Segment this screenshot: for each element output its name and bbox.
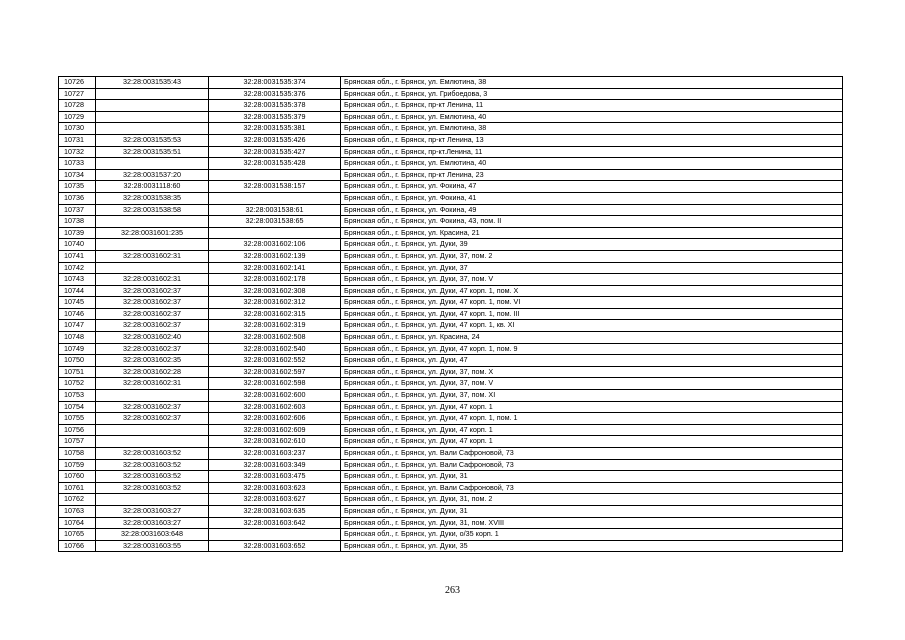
- land-cadastral-number-cell: 32:28:0031602:31: [96, 378, 209, 390]
- building-cadastral-number-cell: 32:28:0031603:652: [209, 540, 341, 552]
- address-cell: Брянская обл., г. Брянск, ул. Фокина, 49: [341, 204, 843, 216]
- building-cadastral-number-cell: [209, 192, 341, 204]
- land-cadastral-number-cell: 32:28:0031601:235: [96, 227, 209, 239]
- table-row: [59, 216, 843, 228]
- building-cadastral-number-cell: 32:28:0031602:139: [209, 250, 341, 262]
- building-cadastral-number-cell: 32:28:0031602:540: [209, 343, 341, 355]
- row-number-cell: 10732: [59, 146, 96, 158]
- land-cadastral-number-cell: 32:28:0031537:20: [96, 169, 209, 181]
- table-row: [59, 482, 843, 494]
- row-number-cell: 10739: [59, 227, 96, 239]
- land-cadastral-number-cell: 32:28:0031603:52: [96, 448, 209, 460]
- building-cadastral-number-cell: 32:28:0031535:426: [209, 134, 341, 146]
- table-row: [59, 436, 843, 448]
- table-row: [59, 100, 843, 112]
- building-cadastral-number-cell: 32:28:0031603:349: [209, 459, 341, 471]
- row-number-cell: 10735: [59, 181, 96, 193]
- address-cell: Брянская обл., г. Брянск, ул. Емлютина, 40: [341, 111, 843, 123]
- row-number-cell: 10743: [59, 274, 96, 286]
- table-row: [59, 320, 843, 332]
- land-cadastral-number-cell: [96, 390, 209, 402]
- building-cadastral-number-cell: 32:28:0031602:598: [209, 378, 341, 390]
- table-row: [59, 262, 843, 274]
- table-row: [59, 401, 843, 413]
- row-number-cell: 10727: [59, 88, 96, 100]
- building-cadastral-number-cell: 32:28:0031602:603: [209, 401, 341, 413]
- building-cadastral-number-cell: 32:28:0031602:609: [209, 424, 341, 436]
- building-cadastral-number-cell: 32:28:0031535:427: [209, 146, 341, 158]
- table-row: [59, 169, 843, 181]
- row-number-cell: 10763: [59, 505, 96, 517]
- land-cadastral-number-cell: 32:28:0031603:648: [96, 529, 209, 541]
- land-cadastral-number-cell: 32:28:0031602:31: [96, 250, 209, 262]
- address-cell: Брянская обл., г. Брянск, ул. Дуки, 47 корп. 1: [341, 424, 843, 436]
- row-number-cell: 10754: [59, 401, 96, 413]
- building-cadastral-number-cell: 32:28:0031602:308: [209, 285, 341, 297]
- building-cadastral-number-cell: 32:28:0031535:374: [209, 77, 341, 89]
- row-number-cell: 10750: [59, 355, 96, 367]
- row-number-cell: 10738: [59, 216, 96, 228]
- address-cell: Брянская обл., г. Брянск, ул. Дуки, 47 корп. 1, пом. VI: [341, 297, 843, 309]
- address-cell: Брянская обл., г. Брянск, ул. Вали Сафроновой, 73: [341, 482, 843, 494]
- table-row: [59, 134, 843, 146]
- table-row: [59, 332, 843, 344]
- land-cadastral-number-cell: 32:28:0031602:37: [96, 285, 209, 297]
- row-number-cell: 10731: [59, 134, 96, 146]
- land-cadastral-number-cell: 32:28:0031603:27: [96, 517, 209, 529]
- building-cadastral-number-cell: 32:28:0031602:552: [209, 355, 341, 367]
- row-number-cell: 10762: [59, 494, 96, 506]
- building-cadastral-number-cell: 32:28:0031602:606: [209, 413, 341, 425]
- row-number-cell: 10756: [59, 424, 96, 436]
- building-cadastral-number-cell: 32:28:0031535:381: [209, 123, 341, 135]
- land-cadastral-number-cell: 32:28:0031602:37: [96, 308, 209, 320]
- table-row: [59, 505, 843, 517]
- table-row: [59, 378, 843, 390]
- land-cadastral-number-cell: [96, 88, 209, 100]
- row-number-cell: 10757: [59, 436, 96, 448]
- land-cadastral-number-cell: [96, 494, 209, 506]
- land-cadastral-number-cell: 32:28:0031602:31: [96, 274, 209, 286]
- table-row: [59, 285, 843, 297]
- building-cadastral-number-cell: 32:28:0031603:475: [209, 471, 341, 483]
- address-cell: Брянская обл., г. Брянск, ул. Дуки, 37: [341, 262, 843, 274]
- row-number-cell: 10728: [59, 100, 96, 112]
- row-number-cell: 10759: [59, 459, 96, 471]
- row-number-cell: 10753: [59, 390, 96, 402]
- building-cadastral-number-cell: 32:28:0031535:376: [209, 88, 341, 100]
- address-cell: Брянская обл., г. Брянск, ул. Дуки, 47 корп. 1, пом. 9: [341, 343, 843, 355]
- table-row: [59, 250, 843, 262]
- address-cell: Брянская обл., г. Брянск, ул. Емлютина, 40: [341, 158, 843, 170]
- address-cell: Брянская обл., г. Брянск, ул. Дуки, о/35 корп. 1: [341, 529, 843, 541]
- table-row: [59, 413, 843, 425]
- building-cadastral-number-cell: 32:28:0031538:157: [209, 181, 341, 193]
- table-row: [59, 424, 843, 436]
- land-cadastral-number-cell: 32:28:0031602:37: [96, 343, 209, 355]
- building-cadastral-number-cell: 32:28:0031602:319: [209, 320, 341, 332]
- land-cadastral-number-cell: 32:28:0031603:27: [96, 505, 209, 517]
- land-cadastral-number-cell: 32:28:0031602:37: [96, 320, 209, 332]
- address-cell: Брянская обл., г. Брянск, ул. Фокина, 47: [341, 181, 843, 193]
- table-row: [59, 390, 843, 402]
- row-number-cell: 10736: [59, 192, 96, 204]
- address-cell: Брянская обл., г. Брянск, ул. Дуки, 31, пом. XVIII: [341, 517, 843, 529]
- row-number-cell: 10733: [59, 158, 96, 170]
- address-cell: Брянская обл., г. Брянск, ул. Дуки, 47 корп. 1, кв. XI: [341, 320, 843, 332]
- address-cell: Брянская обл., г. Брянск, ул. Дуки, 35: [341, 540, 843, 552]
- building-cadastral-number-cell: 32:28:0031535:428: [209, 158, 341, 170]
- table-row: [59, 343, 843, 355]
- land-cadastral-number-cell: 32:28:0031602:40: [96, 332, 209, 344]
- land-cadastral-number-cell: 32:28:0031602:37: [96, 297, 209, 309]
- address-cell: Брянская обл., г. Брянск, ул. Дуки, 47 корп. 1: [341, 436, 843, 448]
- building-cadastral-number-cell: 32:28:0031602:106: [209, 239, 341, 251]
- building-cadastral-number-cell: [209, 169, 341, 181]
- building-cadastral-number-cell: [209, 227, 341, 239]
- row-number-cell: 10755: [59, 413, 96, 425]
- address-cell: Брянская обл., г. Брянск, пр-кт.Ленина, 11: [341, 146, 843, 158]
- table-row: [59, 239, 843, 251]
- land-cadastral-number-cell: [96, 216, 209, 228]
- row-number-cell: 10740: [59, 239, 96, 251]
- row-number-cell: 10741: [59, 250, 96, 262]
- table-row: [59, 227, 843, 239]
- table-row: [59, 494, 843, 506]
- building-cadastral-number-cell: 32:28:0031602:315: [209, 308, 341, 320]
- building-cadastral-number-cell: 32:28:0031535:378: [209, 100, 341, 112]
- address-cell: Брянская обл., г. Брянск, ул. Дуки, 37, пом. V: [341, 378, 843, 390]
- address-cell: Брянская обл., г. Брянск, ул. Емлютина, 38: [341, 123, 843, 135]
- row-number-cell: 10752: [59, 378, 96, 390]
- page-number: 263: [445, 585, 460, 596]
- address-cell: Брянская обл., г. Брянск, ул. Дуки, 37, пом. 2: [341, 250, 843, 262]
- land-cadastral-number-cell: 32:28:0031602:37: [96, 413, 209, 425]
- land-cadastral-number-cell: [96, 436, 209, 448]
- building-cadastral-number-cell: 32:28:0031602:508: [209, 332, 341, 344]
- table-row: [59, 297, 843, 309]
- land-cadastral-number-cell: [96, 100, 209, 112]
- address-cell: Брянская обл., г. Брянск, пр-кт Ленина, 23: [341, 169, 843, 181]
- land-cadastral-number-cell: 32:28:0031535:43: [96, 77, 209, 89]
- land-cadastral-number-cell: 32:28:0031602:35: [96, 355, 209, 367]
- table-row: [59, 355, 843, 367]
- table-row: [59, 158, 843, 170]
- row-number-cell: 10747: [59, 320, 96, 332]
- address-cell: Брянская обл., г. Брянск, ул. Дуки, 47 корп. 1, пом. X: [341, 285, 843, 297]
- table-row: [59, 123, 843, 135]
- row-number-cell: 10761: [59, 482, 96, 494]
- land-cadastral-number-cell: [96, 111, 209, 123]
- row-number-cell: 10734: [59, 169, 96, 181]
- table-row: [59, 529, 843, 541]
- land-cadastral-number-cell: 32:28:0031118:60: [96, 181, 209, 193]
- address-cell: Брянская обл., г. Брянск, ул. Дуки, 47: [341, 355, 843, 367]
- address-cell: Брянская обл., г. Брянск, ул. Дуки, 37, пом. XI: [341, 390, 843, 402]
- building-cadastral-number-cell: 32:28:0031538:65: [209, 216, 341, 228]
- row-number-cell: 10745: [59, 297, 96, 309]
- table-row: [59, 274, 843, 286]
- address-cell: Брянская обл., г. Брянск, ул. Дуки, 47 корп. 1, пом. 1: [341, 413, 843, 425]
- table-row: [59, 192, 843, 204]
- table-row: [59, 181, 843, 193]
- table-row: [59, 308, 843, 320]
- row-number-cell: 10760: [59, 471, 96, 483]
- land-cadastral-number-cell: [96, 424, 209, 436]
- land-cadastral-number-cell: 32:28:0031603:55: [96, 540, 209, 552]
- table-row: [59, 540, 843, 552]
- row-number-cell: 10742: [59, 262, 96, 274]
- registry-table-body: [59, 77, 843, 552]
- address-cell: Брянская обл., г. Брянск, ул. Красина, 24: [341, 332, 843, 344]
- table-row: [59, 88, 843, 100]
- address-cell: Брянская обл., г. Брянск, ул. Фокина, 43, пом. II: [341, 216, 843, 228]
- row-number-cell: 10765: [59, 529, 96, 541]
- land-cadastral-number-cell: 32:28:0031535:51: [96, 146, 209, 158]
- building-cadastral-number-cell: 32:28:0031535:379: [209, 111, 341, 123]
- address-cell: Брянская обл., г. Брянск, ул. Фокина, 41: [341, 192, 843, 204]
- building-cadastral-number-cell: 32:28:0031602:597: [209, 366, 341, 378]
- row-number-cell: 10751: [59, 366, 96, 378]
- building-cadastral-number-cell: 32:28:0031602:312: [209, 297, 341, 309]
- building-cadastral-number-cell: 32:28:0031603:642: [209, 517, 341, 529]
- row-number-cell: 10726: [59, 77, 96, 89]
- address-cell: Брянская обл., г. Брянск, пр-кт Ленина, 13: [341, 134, 843, 146]
- table-row: [59, 146, 843, 158]
- row-number-cell: 10758: [59, 448, 96, 460]
- row-number-cell: 10749: [59, 343, 96, 355]
- building-cadastral-number-cell: 32:28:0031538:61: [209, 204, 341, 216]
- building-cadastral-number-cell: 32:28:0031602:600: [209, 390, 341, 402]
- row-number-cell: 10744: [59, 285, 96, 297]
- address-cell: Брянская обл., г. Брянск, ул. Красина, 21: [341, 227, 843, 239]
- land-cadastral-number-cell: 32:28:0031603:52: [96, 471, 209, 483]
- row-number-cell: 10746: [59, 308, 96, 320]
- land-cadastral-number-cell: 32:28:0031603:52: [96, 482, 209, 494]
- building-cadastral-number-cell: 32:28:0031602:610: [209, 436, 341, 448]
- address-cell: Брянская обл., г. Брянск, ул. Дуки, 47 корп. 1, пом. III: [341, 308, 843, 320]
- address-cell: Брянская обл., г. Брянск, пр-кт Ленина, 11: [341, 100, 843, 112]
- table-row: [59, 459, 843, 471]
- building-cadastral-number-cell: 32:28:0031602:178: [209, 274, 341, 286]
- address-cell: Брянская обл., г. Брянск, ул. Грибоедова, 3: [341, 88, 843, 100]
- building-cadastral-number-cell: 32:28:0031603:627: [209, 494, 341, 506]
- row-number-cell: 10748: [59, 332, 96, 344]
- building-cadastral-number-cell: 32:28:0031603:237: [209, 448, 341, 460]
- address-cell: Брянская обл., г. Брянск, ул. Дуки, 31: [341, 505, 843, 517]
- address-cell: Брянская обл., г. Брянск, ул. Емлютина, 38: [341, 77, 843, 89]
- row-number-cell: 10729: [59, 111, 96, 123]
- building-cadastral-number-cell: 32:28:0031603:623: [209, 482, 341, 494]
- land-cadastral-number-cell: 32:28:0031535:53: [96, 134, 209, 146]
- address-cell: Брянская обл., г. Брянск, ул. Дуки, 31: [341, 471, 843, 483]
- table-row: [59, 471, 843, 483]
- registry-table: [58, 76, 843, 552]
- land-cadastral-number-cell: [96, 239, 209, 251]
- building-cadastral-number-cell: 32:28:0031603:635: [209, 505, 341, 517]
- land-cadastral-number-cell: 32:28:0031603:52: [96, 459, 209, 471]
- address-cell: Брянская обл., г. Брянск, ул. Дуки, 39: [341, 239, 843, 251]
- land-cadastral-number-cell: 32:28:0031538:35: [96, 192, 209, 204]
- land-cadastral-number-cell: [96, 123, 209, 135]
- address-cell: Брянская обл., г. Брянск, ул. Вали Сафроновой, 73: [341, 448, 843, 460]
- land-cadastral-number-cell: 32:28:0031538:58: [96, 204, 209, 216]
- row-number-cell: 10737: [59, 204, 96, 216]
- address-cell: Брянская обл., г. Брянск, ул. Дуки, 47 корп. 1: [341, 401, 843, 413]
- table-row: [59, 366, 843, 378]
- row-number-cell: 10764: [59, 517, 96, 529]
- land-cadastral-number-cell: 32:28:0031602:37: [96, 401, 209, 413]
- building-cadastral-number-cell: 32:28:0031602:141: [209, 262, 341, 274]
- table-row: [59, 111, 843, 123]
- row-number-cell: 10766: [59, 540, 96, 552]
- land-cadastral-number-cell: [96, 158, 209, 170]
- address-cell: Брянская обл., г. Брянск, ул. Дуки, 37, пом. V: [341, 274, 843, 286]
- table-row: [59, 204, 843, 216]
- land-cadastral-number-cell: [96, 262, 209, 274]
- address-cell: Брянская обл., г. Брянск, ул. Дуки, 31, пом. 2: [341, 494, 843, 506]
- table-row: [59, 77, 843, 89]
- land-cadastral-number-cell: 32:28:0031602:28: [96, 366, 209, 378]
- row-number-cell: 10730: [59, 123, 96, 135]
- address-cell: Брянская обл., г. Брянск, ул. Вали Сафроновой, 73: [341, 459, 843, 471]
- address-cell: Брянская обл., г. Брянск, ул. Дуки, 37, пом. X: [341, 366, 843, 378]
- building-cadastral-number-cell: [209, 529, 341, 541]
- table-row: [59, 517, 843, 529]
- table-row: [59, 448, 843, 460]
